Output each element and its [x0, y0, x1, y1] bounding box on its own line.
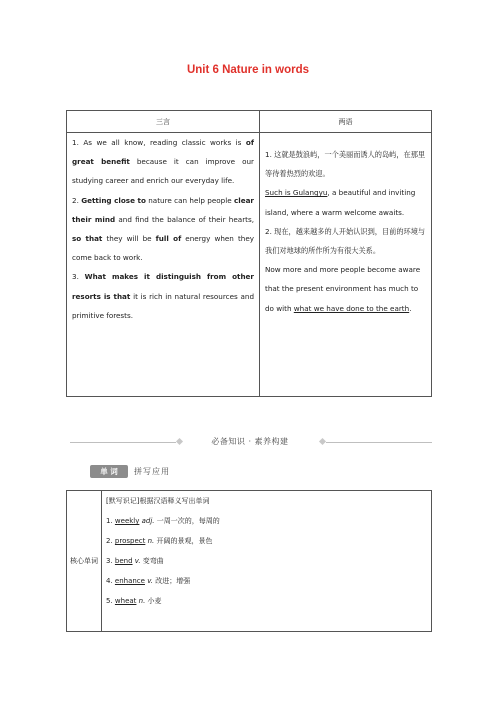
- row-label: 核心单词: [67, 491, 102, 632]
- page-title: Unit 6 Nature in words: [186, 64, 310, 76]
- header-right: 两语: [260, 111, 432, 133]
- left-paragraph-1: 1. As we all know, reading classic works is of great benefit because it can improve our studying career and enrich our everyday life.: [72, 138, 254, 186]
- vocab-item: 3. bend v. 变弯曲: [106, 557, 164, 565]
- right-english-2: Now more and more people become aware that the present environment has much to do with what we have done to the earth.: [265, 265, 421, 313]
- right-chinese-1: 1. 这就是鼓浪屿，一个美丽而诱人的岛屿，在那里等待着热烈的欢迎。: [265, 150, 426, 179]
- vocab-item: 1. weekly adj. 一周一次的，每周的: [106, 517, 220, 525]
- vocab-item: 2. prospect n. 开阔的景观，景色: [106, 537, 213, 545]
- diamond-icon: [319, 438, 326, 445]
- left-cell: [67, 133, 260, 397]
- left-paragraph-3: 3. What makes it distinguish from other resorts is that it is rich in natural resources and primitive forests.: [72, 272, 255, 320]
- diamond-icon: [176, 438, 183, 445]
- vocab-cell: [102, 491, 432, 632]
- badge-chip: 单 词: [90, 465, 128, 478]
- right-chinese-2: 2. 现在，越来越多的人开始认识到，目前的环境与我们对地球的所作所为有很大关系。: [265, 226, 426, 256]
- divider-right: [326, 442, 432, 443]
- divider-left: [70, 442, 176, 443]
- vocab-intro: [默写识记]根据汉语释义写出单词: [106, 497, 210, 505]
- section-heading-text: 必备知识 · 素养构建: [211, 437, 289, 446]
- vocab-item: 5. wheat n. 小麦: [106, 597, 162, 605]
- right-english-1: Such is Gulangyu, a beautiful and inviting island, where a warm welcome awaits.: [265, 188, 416, 217]
- section-heading: [0, 433, 496, 451]
- badge-label: 拼写应用: [134, 467, 170, 476]
- vocab-item: 4. enhance v. 改进；增强: [106, 577, 191, 585]
- right-cell: [260, 133, 432, 397]
- left-paragraph-2: 2. Getting close to nature can help people clear their mind and find the balance of their hearts, so that they will be full of energy when they come back to work.: [72, 195, 255, 263]
- header-left: 三言: [67, 111, 260, 133]
- sentences-table: [66, 110, 432, 397]
- vocab-table: [66, 490, 432, 632]
